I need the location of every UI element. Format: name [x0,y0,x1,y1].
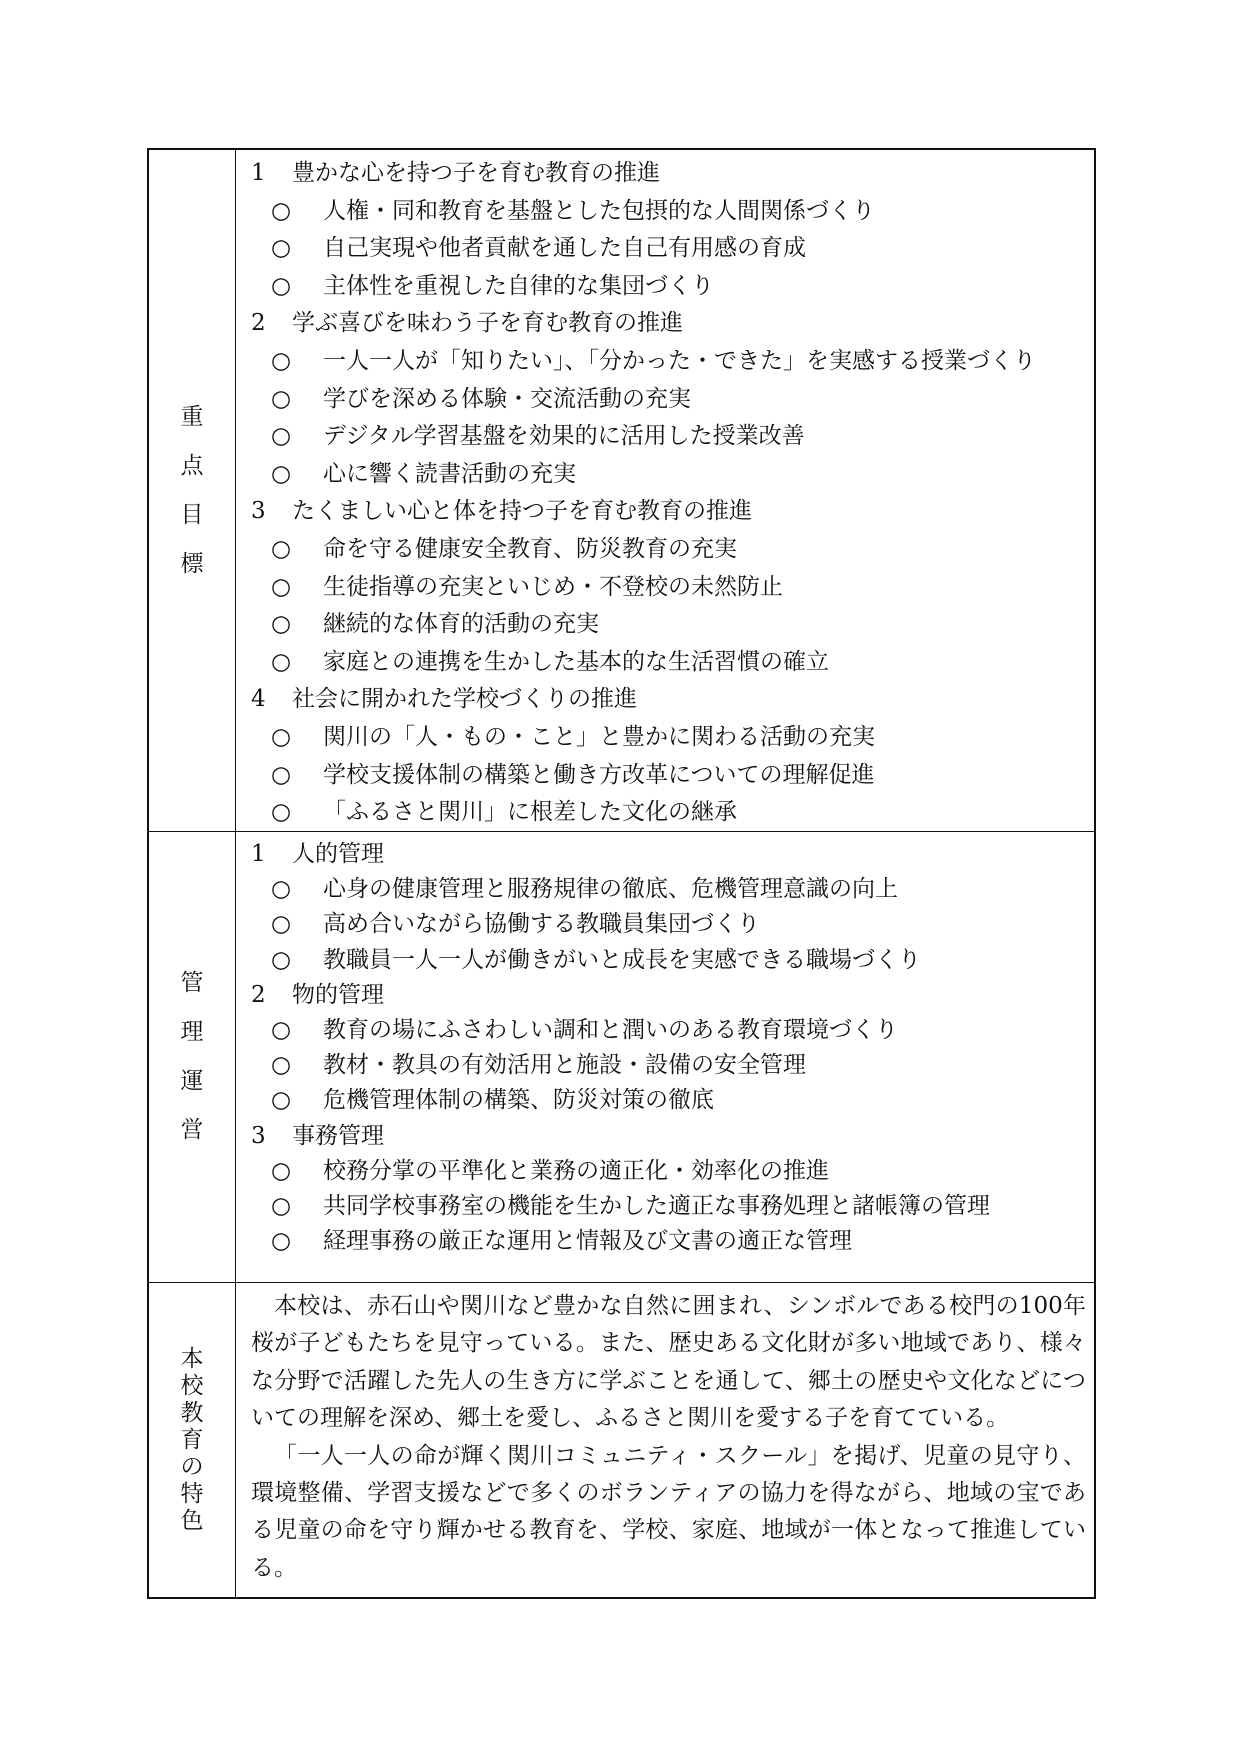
heading-text: 人的管理 [292,841,384,867]
management-label [149,832,236,1282]
bullet-text: 家庭との連携を生かした基本的な生活習慣の確立 [323,648,829,675]
heading-text: たくましい心と体を持つ子を育む教育の推進 [292,498,752,525]
bullet-item [251,943,1088,978]
heading-text: 社会に開かれた学校づくりの推進 [292,686,637,713]
label-char: 目 [180,501,204,528]
management-list [251,837,1088,1259]
circle-bullet-icon: ○ [271,385,292,412]
bullet-item [251,569,1088,607]
bullet-item [251,531,1088,569]
circle-bullet-icon: ○ [271,347,292,374]
section-heading [251,155,1088,193]
features-paragraph: 本校は、赤石山や関川など豊かな自然に囲まれ、シンボルである校門の100年桜が子どもたちを見守っている。また、歴史ある文化財が多い地域であり、様々な分野で活躍した先人の生き方に学ぶことを通して、郷土の歴史や文化などについての理解を深め、郷土を愛し、ふるさと関川を愛する子を育てている。 [251,1293,1087,1432]
circle-bullet-icon: ○ [271,1228,292,1255]
label-char: の [180,1453,204,1480]
bullet-text: 生徒指導の充実といじめ・不登校の未然防止 [323,573,783,600]
bullet-item [251,343,1088,381]
bullet-text: 経理事務の厳正な運用と情報及び文書の適正な管理 [323,1228,852,1255]
bullet-item [251,757,1088,795]
circle-bullet-icon: ○ [271,573,292,600]
bullet-item [251,193,1088,231]
bullet-item [251,1224,1088,1259]
label-char: 標 [180,550,204,577]
circle-bullet-icon: ○ [271,1016,292,1043]
label-char: 色 [180,1507,204,1534]
circle-bullet-icon: ○ [271,460,292,487]
bullet-item [251,907,1088,942]
bullet-item [251,1083,1088,1118]
bullet-text: 自己実現や他者貢献を通した自己有用感の育成 [323,235,806,262]
features-paragraph: 「一人一人の命が輝く関川コミュニティ・スクール」を掲げ、児童の見守り、環境整備、学習支援などで多くのボランティアの協力を得ながら、地域の宝である児童の命を守り輝かせる教育を、学校、家庭、地域が一体となって推進している。 [251,1442,1086,1581]
school-features-label [149,1283,236,1597]
label-char: 本 [180,1345,204,1372]
heading-text: 学ぶ喜びを味わう子を育む教育の推進 [292,310,683,337]
bullet-item [251,230,1088,268]
bullet-item [251,872,1088,907]
label-char: 運 [180,1068,204,1094]
circle-bullet-icon: ○ [271,946,292,973]
circle-bullet-icon: ○ [271,1157,292,1184]
bullet-item [251,381,1088,419]
circle-bullet-icon: ○ [271,911,292,938]
bullet-item [251,268,1088,306]
bullet-text: デジタル学習基盤を効果的に活用した授業改善 [323,423,805,450]
bullet-text: 校務分掌の平準化と業務の適正化・効率化の推進 [323,1157,829,1184]
label-char: 点 [180,452,204,479]
heading-number: 2 [251,310,266,337]
bullet-text: 一人一人が「知りたい」、「分かった・できた」を実感する授業づくり [323,347,1036,374]
label-char: 管 [180,970,204,996]
bullet-text: 学びを深める体験・交流活動の充実 [323,385,691,412]
bullet-text: 教育の場にふさわしい調和と潤いのある教育環境づくり [323,1016,898,1043]
management-row [149,832,1094,1283]
section-heading [251,493,1088,531]
school-features-row [149,1283,1094,1597]
bullet-item [251,719,1088,757]
bullet-text: 主体性を重視した自律的な集団づくり [323,272,714,299]
label-char: 重 [180,403,204,430]
bullet-text: 関川の「人・もの・こと」と豊かに関わる活動の充実 [323,723,875,750]
circle-bullet-icon: ○ [271,197,292,224]
heading-text: 物的管理 [292,981,384,1008]
label-char: 営 [180,1117,204,1143]
circle-bullet-icon: ○ [271,799,292,826]
bullet-item [251,606,1088,644]
circle-bullet-icon: ○ [271,723,292,750]
label-char: 育 [180,1426,204,1453]
bullet-text: 学校支援体制の構築と働き方改革についての理解促進 [323,761,875,788]
circle-bullet-icon: ○ [271,1192,292,1219]
circle-bullet-icon: ○ [271,1052,292,1079]
section-heading [251,837,1088,872]
priority-goals-label [149,150,236,831]
bullet-item [251,1154,1088,1189]
priority-goals-list [251,155,1088,832]
bullet-text: 高め合いながら協働する教職員集団づくり [323,911,760,938]
heading-number: 4 [251,686,266,713]
circle-bullet-icon: ○ [271,535,292,562]
bullet-text: 継続的な体育的活動の充実 [323,611,599,638]
heading-number: 3 [251,498,266,525]
label-char: 特 [180,1480,204,1507]
circle-bullet-icon: ○ [271,235,292,262]
bullet-item [251,794,1088,832]
bullet-text: 共同学校事務室の機能を生かした適正な事務処理と諸帳簿の管理 [323,1192,990,1219]
heading-number: 2 [251,981,266,1008]
circle-bullet-icon: ○ [271,1087,292,1114]
priority-goals-content [236,150,1094,831]
bullet-text: 心に響く読書活動の充実 [323,460,576,487]
circle-bullet-icon: ○ [271,423,292,450]
school-policy-table [147,148,1096,1599]
bullet-text: 教職員一人一人が働きがいと成長を実感できる職場づくり [323,946,921,973]
bullet-item [251,1048,1088,1083]
bullet-item [251,418,1088,456]
school-features-content [236,1283,1094,1597]
bullet-text: 「ふるさと関川」に根差した文化の継承 [323,799,737,826]
bullet-text: 危機管理体制の構築、防災対策の徹底 [323,1087,714,1114]
section-heading [251,681,1088,719]
label-char: 理 [180,1019,204,1045]
label-char: 教 [180,1399,204,1426]
circle-bullet-icon: ○ [271,761,292,788]
bullet-item [251,456,1088,494]
circle-bullet-icon: ○ [271,876,292,903]
circle-bullet-icon: ○ [271,648,292,675]
priority-goals-row [149,150,1094,832]
heading-number: 3 [251,1122,266,1149]
section-heading [251,978,1088,1013]
management-content [236,832,1094,1282]
circle-bullet-icon: ○ [271,272,292,299]
school-features-text [251,1288,1086,1587]
heading-text: 事務管理 [292,1122,384,1149]
bullet-text: 心身の健康管理と服務規律の徹底、危機管理意識の向上 [323,876,898,903]
circle-bullet-icon: ○ [271,611,292,638]
label-char: 校 [180,1372,204,1399]
bullet-text: 命を守る健康安全教育、防災教育の充実 [323,535,737,562]
bullet-text: 人権・同和教育を基盤とした包摂的な人間関係づくり [323,197,875,224]
heading-number: 1 [251,841,266,867]
heading-number: 1 [251,160,266,186]
bullet-item [251,1189,1088,1224]
bullet-item [251,1013,1088,1048]
bullet-text: 教材・教具の有効活用と施設・設備の安全管理 [323,1052,806,1079]
section-heading [251,305,1088,343]
bullet-item [251,644,1088,682]
section-heading [251,1119,1088,1154]
heading-text: 豊かな心を持つ子を育む教育の推進 [292,160,660,186]
